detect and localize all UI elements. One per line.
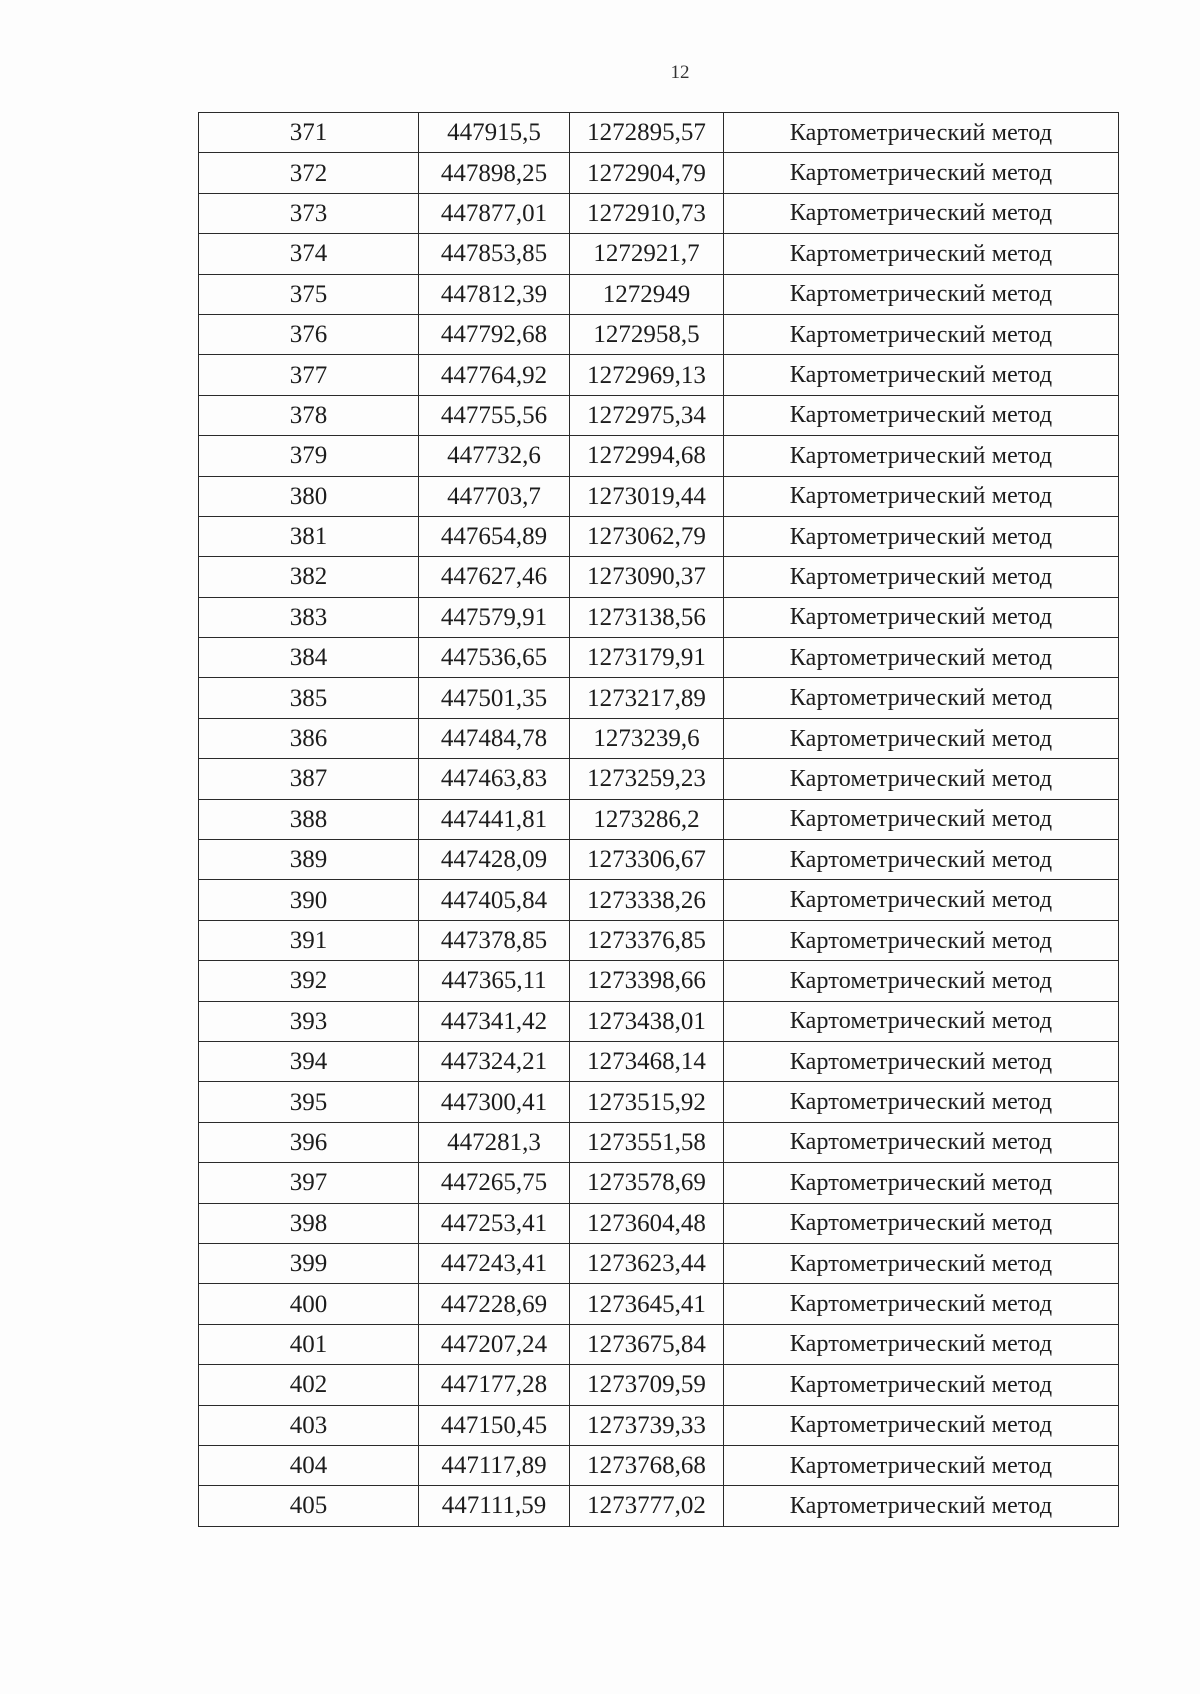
- y-coordinate-cell: 1273217,89: [570, 678, 724, 718]
- y-coordinate-cell: 1272895,57: [570, 113, 724, 153]
- table-row: [199, 1243, 1119, 1283]
- point-number-cell: 392: [199, 961, 419, 1001]
- point-number-cell: 403: [199, 1405, 419, 1445]
- coordinates-table-wrapper: [198, 112, 1118, 1527]
- method-cell: Картометрический метод: [724, 1405, 1119, 1445]
- method-cell: Картометрический метод: [724, 759, 1119, 799]
- x-coordinate-cell: 447117,89: [419, 1445, 570, 1485]
- table-row: [199, 840, 1119, 880]
- page-number: 12: [670, 62, 690, 83]
- point-number-cell: 399: [199, 1243, 419, 1283]
- y-coordinate-cell: 1273338,26: [570, 880, 724, 920]
- x-coordinate-cell: 447853,85: [419, 234, 570, 274]
- method-cell: Картометрический метод: [724, 153, 1119, 193]
- table-row: [199, 1445, 1119, 1485]
- x-coordinate-cell: 447281,3: [419, 1122, 570, 1162]
- x-coordinate-cell: 447378,85: [419, 920, 570, 960]
- method-cell: Картометрический метод: [724, 1082, 1119, 1122]
- x-coordinate-cell: 447898,25: [419, 153, 570, 193]
- table-row: [199, 880, 1119, 920]
- point-number-cell: 382: [199, 557, 419, 597]
- table-row: [199, 638, 1119, 678]
- point-number-cell: 386: [199, 718, 419, 758]
- point-number-cell: 387: [199, 759, 419, 799]
- x-coordinate-cell: 447324,21: [419, 1041, 570, 1081]
- table-row: [199, 1001, 1119, 1041]
- table-row: [199, 1082, 1119, 1122]
- y-coordinate-cell: 1273768,68: [570, 1445, 724, 1485]
- point-number-cell: 378: [199, 395, 419, 435]
- y-coordinate-cell: 1273578,69: [570, 1163, 724, 1203]
- table-row: [199, 193, 1119, 233]
- x-coordinate-cell: 447253,41: [419, 1203, 570, 1243]
- y-coordinate-cell: 1273179,91: [570, 638, 724, 678]
- method-cell: Картометрический метод: [724, 1001, 1119, 1041]
- method-cell: Картометрический метод: [724, 395, 1119, 435]
- point-number-cell: 380: [199, 476, 419, 516]
- x-coordinate-cell: 447654,89: [419, 516, 570, 556]
- method-cell: Картометрический метод: [724, 436, 1119, 476]
- method-cell: Картометрический метод: [724, 678, 1119, 718]
- table-row: [199, 153, 1119, 193]
- x-coordinate-cell: 447243,41: [419, 1243, 570, 1283]
- x-coordinate-cell: 447792,68: [419, 314, 570, 354]
- method-cell: Картометрический метод: [724, 1284, 1119, 1324]
- method-cell: Картометрический метод: [724, 193, 1119, 233]
- table-row: [199, 1284, 1119, 1324]
- y-coordinate-cell: 1273709,59: [570, 1365, 724, 1405]
- method-cell: Картометрический метод: [724, 1324, 1119, 1364]
- x-coordinate-cell: 447428,09: [419, 840, 570, 880]
- table-row: [199, 516, 1119, 556]
- table-row: [199, 1203, 1119, 1243]
- table-row: [199, 597, 1119, 637]
- x-coordinate-cell: 447484,78: [419, 718, 570, 758]
- method-cell: Картометрический метод: [724, 355, 1119, 395]
- table-row: [199, 355, 1119, 395]
- x-coordinate-cell: 447341,42: [419, 1001, 570, 1041]
- y-coordinate-cell: 1273645,41: [570, 1284, 724, 1324]
- table-row: [199, 1324, 1119, 1364]
- x-coordinate-cell: 447463,83: [419, 759, 570, 799]
- method-cell: Картометрический метод: [724, 840, 1119, 880]
- y-coordinate-cell: 1272904,79: [570, 153, 724, 193]
- table-row: [199, 1041, 1119, 1081]
- y-coordinate-cell: 1272910,73: [570, 193, 724, 233]
- table-row: [199, 1365, 1119, 1405]
- x-coordinate-cell: 447111,59: [419, 1486, 570, 1526]
- y-coordinate-cell: 1272975,34: [570, 395, 724, 435]
- y-coordinate-cell: 1273468,14: [570, 1041, 724, 1081]
- y-coordinate-cell: 1273019,44: [570, 476, 724, 516]
- y-coordinate-cell: 1273259,23: [570, 759, 724, 799]
- point-number-cell: 390: [199, 880, 419, 920]
- method-cell: Картометрический метод: [724, 1163, 1119, 1203]
- table-row: [199, 799, 1119, 839]
- table-row: [199, 395, 1119, 435]
- x-coordinate-cell: 447365,11: [419, 961, 570, 1001]
- x-coordinate-cell: 447627,46: [419, 557, 570, 597]
- x-coordinate-cell: 447915,5: [419, 113, 570, 153]
- method-cell: Картометрический метод: [724, 961, 1119, 1001]
- table-row: [199, 1486, 1119, 1526]
- point-number-cell: 404: [199, 1445, 419, 1485]
- point-number-cell: 372: [199, 153, 419, 193]
- method-cell: Картометрический метод: [724, 1445, 1119, 1485]
- point-number-cell: 395: [199, 1082, 419, 1122]
- x-coordinate-cell: 447441,81: [419, 799, 570, 839]
- x-coordinate-cell: 447177,28: [419, 1365, 570, 1405]
- y-coordinate-cell: 1273739,33: [570, 1405, 724, 1445]
- point-number-cell: 391: [199, 920, 419, 960]
- method-cell: Картометрический метод: [724, 476, 1119, 516]
- y-coordinate-cell: 1272969,13: [570, 355, 724, 395]
- point-number-cell: 376: [199, 314, 419, 354]
- x-coordinate-cell: 447703,7: [419, 476, 570, 516]
- y-coordinate-cell: 1272994,68: [570, 436, 724, 476]
- x-coordinate-cell: 447812,39: [419, 274, 570, 314]
- table-row: [199, 678, 1119, 718]
- coordinates-table: [198, 112, 1119, 1527]
- point-number-cell: 400: [199, 1284, 419, 1324]
- table-row: [199, 274, 1119, 314]
- method-cell: Картометрический метод: [724, 516, 1119, 556]
- table-row: [199, 759, 1119, 799]
- point-number-cell: 397: [199, 1163, 419, 1203]
- method-cell: Картометрический метод: [724, 234, 1119, 274]
- x-coordinate-cell: 447579,91: [419, 597, 570, 637]
- table-row: [199, 920, 1119, 960]
- table-row: [199, 1122, 1119, 1162]
- y-coordinate-cell: 1272921,7: [570, 234, 724, 274]
- y-coordinate-cell: 1273438,01: [570, 1001, 724, 1041]
- x-coordinate-cell: 447764,92: [419, 355, 570, 395]
- point-number-cell: 393: [199, 1001, 419, 1041]
- point-number-cell: 402: [199, 1365, 419, 1405]
- table-row: [199, 314, 1119, 354]
- y-coordinate-cell: 1273604,48: [570, 1203, 724, 1243]
- y-coordinate-cell: 1273062,79: [570, 516, 724, 556]
- table-row: [199, 557, 1119, 597]
- table-row: [199, 113, 1119, 153]
- method-cell: Картометрический метод: [724, 1243, 1119, 1283]
- y-coordinate-cell: 1273777,02: [570, 1486, 724, 1526]
- x-coordinate-cell: 447150,45: [419, 1405, 570, 1445]
- method-cell: Картометрический метод: [724, 1365, 1119, 1405]
- coordinates-table-body: [199, 113, 1119, 1527]
- y-coordinate-cell: 1273623,44: [570, 1243, 724, 1283]
- point-number-cell: 383: [199, 597, 419, 637]
- point-number-cell: 374: [199, 234, 419, 274]
- table-row: [199, 718, 1119, 758]
- method-cell: Картометрический метод: [724, 274, 1119, 314]
- y-coordinate-cell: 1273398,66: [570, 961, 724, 1001]
- table-row: [199, 1163, 1119, 1203]
- x-coordinate-cell: 447207,24: [419, 1324, 570, 1364]
- y-coordinate-cell: 1272949: [570, 274, 724, 314]
- point-number-cell: 379: [199, 436, 419, 476]
- method-cell: Картометрический метод: [724, 1486, 1119, 1526]
- table-row: [199, 476, 1119, 516]
- method-cell: Картометрический метод: [724, 638, 1119, 678]
- method-cell: Картометрический метод: [724, 880, 1119, 920]
- y-coordinate-cell: 1273286,2: [570, 799, 724, 839]
- x-coordinate-cell: 447755,56: [419, 395, 570, 435]
- point-number-cell: 373: [199, 193, 419, 233]
- method-cell: Картометрический метод: [724, 314, 1119, 354]
- method-cell: Картометрический метод: [724, 718, 1119, 758]
- method-cell: Картометрический метод: [724, 799, 1119, 839]
- point-number-cell: 377: [199, 355, 419, 395]
- table-row: [199, 961, 1119, 1001]
- method-cell: Картометрический метод: [724, 557, 1119, 597]
- table-row: [199, 1405, 1119, 1445]
- point-number-cell: 394: [199, 1041, 419, 1081]
- point-number-cell: 405: [199, 1486, 419, 1526]
- method-cell: Картометрический метод: [724, 597, 1119, 637]
- y-coordinate-cell: 1273515,92: [570, 1082, 724, 1122]
- y-coordinate-cell: 1272958,5: [570, 314, 724, 354]
- point-number-cell: 371: [199, 113, 419, 153]
- point-number-cell: 389: [199, 840, 419, 880]
- point-number-cell: 401: [199, 1324, 419, 1364]
- y-coordinate-cell: 1273239,6: [570, 718, 724, 758]
- x-coordinate-cell: 447732,6: [419, 436, 570, 476]
- x-coordinate-cell: 447501,35: [419, 678, 570, 718]
- table-row: [199, 234, 1119, 274]
- x-coordinate-cell: 447300,41: [419, 1082, 570, 1122]
- y-coordinate-cell: 1273675,84: [570, 1324, 724, 1364]
- y-coordinate-cell: 1273138,56: [570, 597, 724, 637]
- x-coordinate-cell: 447536,65: [419, 638, 570, 678]
- y-coordinate-cell: 1273306,67: [570, 840, 724, 880]
- y-coordinate-cell: 1273376,85: [570, 920, 724, 960]
- point-number-cell: 375: [199, 274, 419, 314]
- x-coordinate-cell: 447265,75: [419, 1163, 570, 1203]
- point-number-cell: 398: [199, 1203, 419, 1243]
- point-number-cell: 396: [199, 1122, 419, 1162]
- method-cell: Картометрический метод: [724, 1203, 1119, 1243]
- y-coordinate-cell: 1273551,58: [570, 1122, 724, 1162]
- x-coordinate-cell: 447228,69: [419, 1284, 570, 1324]
- x-coordinate-cell: 447877,01: [419, 193, 570, 233]
- y-coordinate-cell: 1273090,37: [570, 557, 724, 597]
- point-number-cell: 381: [199, 516, 419, 556]
- table-row: [199, 436, 1119, 476]
- point-number-cell: 385: [199, 678, 419, 718]
- method-cell: Картометрический метод: [724, 1122, 1119, 1162]
- method-cell: Картометрический метод: [724, 1041, 1119, 1081]
- method-cell: Картометрический метод: [724, 113, 1119, 153]
- method-cell: Картометрический метод: [724, 920, 1119, 960]
- point-number-cell: 384: [199, 638, 419, 678]
- point-number-cell: 388: [199, 799, 419, 839]
- x-coordinate-cell: 447405,84: [419, 880, 570, 920]
